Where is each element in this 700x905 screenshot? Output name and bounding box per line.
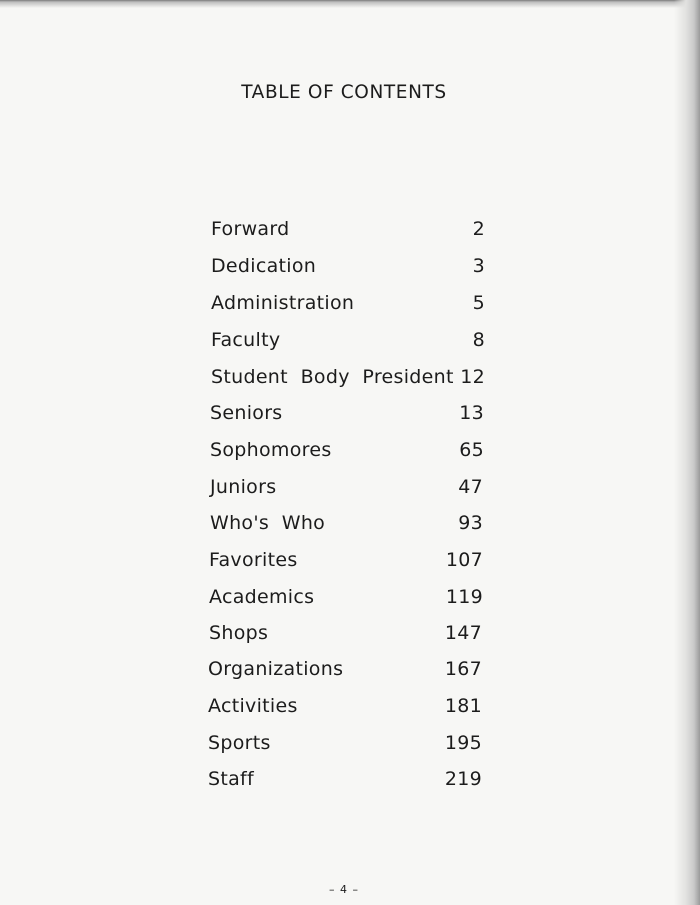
toc-entry-page: 107 bbox=[445, 549, 483, 571]
toc-entry-page: 219 bbox=[444, 768, 482, 790]
toc-entry-label: Student Body President bbox=[211, 366, 454, 388]
toc-entry bbox=[211, 329, 485, 355]
toc-entry-label: Staff bbox=[208, 768, 255, 790]
toc-entry bbox=[208, 732, 482, 758]
toc-entry-label: Activities bbox=[208, 695, 298, 717]
toc-entry bbox=[210, 476, 483, 502]
toc-entry bbox=[210, 402, 484, 428]
toc-entry-label: Sports bbox=[208, 732, 271, 754]
toc-entry bbox=[211, 255, 485, 281]
toc-entry-label: Administration bbox=[211, 292, 355, 314]
toc-entry bbox=[208, 695, 482, 721]
toc-entry-label: Favorites bbox=[209, 549, 298, 571]
toc-entry-page: 93 bbox=[458, 512, 483, 534]
toc-entry-label: Dedication bbox=[211, 255, 317, 277]
page-binding-edge bbox=[674, 0, 700, 905]
page-number: – 4 – bbox=[329, 883, 359, 896]
toc-entry-label: Juniors bbox=[210, 476, 277, 498]
toc-entry-label: Shops bbox=[209, 622, 269, 644]
toc-entry bbox=[211, 366, 485, 392]
toc-entry bbox=[211, 218, 485, 244]
toc-entry-page: 147 bbox=[444, 622, 482, 644]
toc-entry bbox=[209, 622, 482, 648]
toc-entry-page: 12 bbox=[460, 366, 485, 388]
page-top-shadow bbox=[0, 0, 700, 8]
toc-entry bbox=[208, 658, 482, 684]
toc-entry bbox=[209, 549, 483, 575]
toc-entry bbox=[210, 512, 483, 538]
toc-entry bbox=[208, 768, 482, 794]
toc-entry-page: 2 bbox=[472, 218, 485, 240]
toc-entry-label: Organizations bbox=[208, 658, 344, 680]
toc-entry-page: 119 bbox=[445, 586, 483, 608]
toc-entry-page: 8 bbox=[472, 329, 485, 351]
toc-entry bbox=[211, 292, 485, 318]
toc-entry-label: Faculty bbox=[211, 329, 281, 351]
toc-entry bbox=[210, 439, 484, 465]
toc-entry-page: 65 bbox=[459, 439, 484, 461]
toc-entry-label: Seniors bbox=[210, 402, 283, 424]
toc-entry-label: Sophomores bbox=[210, 439, 332, 461]
toc-entry-page: 181 bbox=[444, 695, 482, 717]
toc-entry-label: Academics bbox=[209, 586, 315, 608]
toc-entry-page: 3 bbox=[472, 255, 485, 277]
toc-entry-label: Who's Who bbox=[210, 512, 326, 534]
toc-entry-page: 195 bbox=[444, 732, 482, 754]
toc-entry-page: 47 bbox=[458, 476, 483, 498]
toc-entry-label: Forward bbox=[211, 218, 290, 240]
page-title: TABLE OF CONTENTS bbox=[241, 82, 447, 103]
toc-entry bbox=[209, 586, 483, 612]
toc-entry-page: 13 bbox=[459, 402, 484, 424]
toc-entry-page: 167 bbox=[444, 658, 482, 680]
toc-entry-page: 5 bbox=[472, 292, 485, 314]
